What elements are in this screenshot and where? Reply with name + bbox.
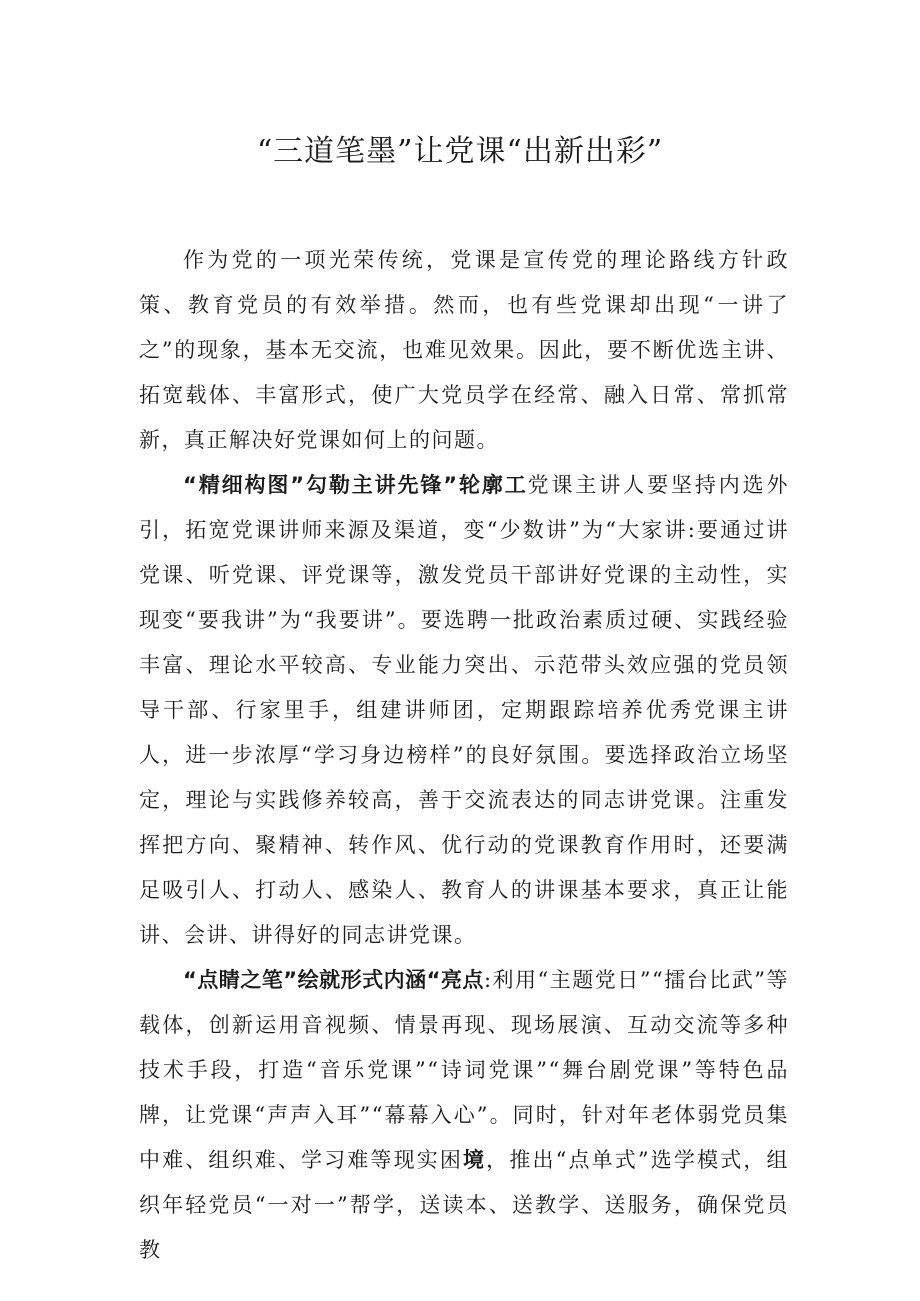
document-body xyxy=(139,238,789,1273)
paragraph-forms xyxy=(139,958,789,1273)
paragraph-lead-heading: “精细构图”勾勒主讲先锋”轮廓工 xyxy=(183,473,528,497)
document-title: “三道笔墨”让党课“出新出彩” xyxy=(256,134,664,169)
paragraph-text: 作为党的一项光荣传统，党课是宣传党的理论路线方针政策、教育党员的有效举措。然而，也有些党课却出现“一讲了之”的现象，基本无交流，也难见效果。因此，要不断优选主讲、拓宽载体、丰富形式，使广大党员学在经常、融入日常、常抓常新，真正解决好党课如何上的问题。 xyxy=(139,248,789,452)
emphasized-word: 境 xyxy=(463,1148,487,1172)
paragraph-text: :利用“主题党日”“擂台比武”等载体，创新运用音视频、情景再现、现场展演、互动交流等多种技术手段，打造“音乐党课”“诗词党课”“舞台剧党课”等特色品牌，让党课“声声入耳”“幕幕入心”。同时，针对年老体弱党员集中难、组织难、学习难等现实困 xyxy=(139,968,789,1172)
paragraph-text: ，推出“点单式”选学模式，组织年轻党员“一对一”帮学，送读本、送教学、送服务，确保党员教 xyxy=(139,1148,790,1262)
paragraph-intro xyxy=(139,238,789,463)
paragraph-speakers xyxy=(139,463,789,958)
paragraph-lead-heading: “点睛之笔”绘就形式内涵“亮点 xyxy=(183,968,484,992)
paragraph-text: 党课主讲人要坚持内选外引，拓宽党课讲师来源及渠道，变“少数讲”为“大家讲:要通过讲党课、听党课、评党课等，激发党员干部讲好党课的主动性，实现变“要我讲”为“我要讲”。要选聘一批政治素质过硬、实践经验丰富、理论水平较高、专业能力突出、示范带头效应强的党员领导干部、行家里手，组建讲师团，定期跟踪培养优秀党课主讲人，进一步浓厚“学习身边榜样”的良好氛围。要选择政治立场坚定，理论与实践修养较高，善于交流表达的同志讲党课。注重发挥把方向、聚精神、转作风、优行动的党课教育作用时，还要满足吸引人、打动人、感染人、教育人的讲课基本要求，真正让能讲、会讲、讲得好的同志讲党课。 xyxy=(139,473,790,947)
